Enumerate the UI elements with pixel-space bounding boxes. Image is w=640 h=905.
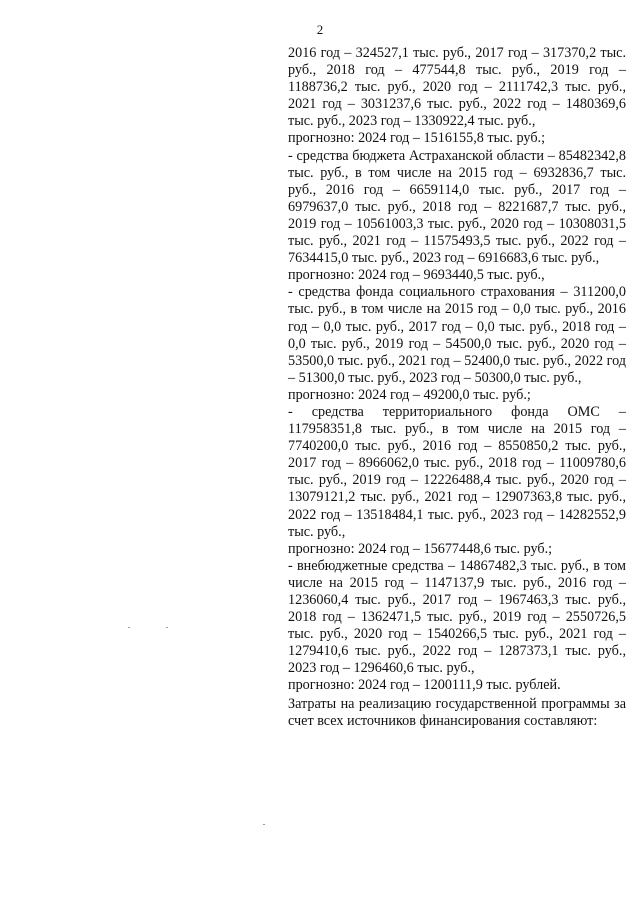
social-insurance-fund-forecast: прогнозно: 2024 год – 49200,0 тыс. руб.; [288, 386, 531, 403]
total-costs-heading: Затраты на реализацию государственной программы за счет всех источников финансирования составляют: [288, 695, 626, 729]
funding-text-column [288, 45, 626, 730]
page-number: 2 [316, 22, 324, 37]
scan-speck [166, 627, 168, 628]
extrabudgetary-funds-forecast: прогнозно: 2024 год – 1200111,9 тыс. рублей. [288, 677, 561, 694]
social-insurance-fund-paragraph: - средства фонда социального страхования – 311200,0 тыс. руб., в том числе на 2015 год – 0,0 тыс. руб., 2016 год – 0,0 тыс. руб., 2017 год – 0,0 тыс. руб., 2018 год – 0,0 тыс. руб., 2019 год – 54500,0 тыс. руб., 2020 год – 53500,0 тыс. руб., 2021 год – 52400,0 тыс. руб., 2022 год – 51300,0 тыс. руб., 2023 год – 50300,0 тыс. руб., [288, 284, 626, 386]
regional-budget-forecast: прогнозно: 2024 год – 1516155,8 тыс. руб.; [288, 130, 546, 147]
extrabudgetary-funds-paragraph: - внебюджетные средства – 14867482,3 тыс. руб., в том числе на 2015 год – 1147137,9 тыс. руб., 2016 год – 1236060,4 тыс. руб., 2017 год – 1967463,3 тыс. руб., 2018 год – 1362471,5 тыс. руб., 2019 год – 2550726,5 тыс. руб., 2020 год – 1540266,5 тыс. руб., 2021 год – 1279410,6 тыс. руб., 2022 год – 1287373,1 тыс. руб., 2023 год – 1296460,6 тыс. руб., [288, 557, 626, 677]
scan-speck [263, 824, 265, 825]
scan-speck [128, 627, 130, 628]
oms-fund-paragraph: - средства территориального фонда ОМС – 117958351,8 тыс. руб., в том числе на 2015 год – 7740200,0 тыс. руб., 2016 год – 8550850,2 тыс. руб., 2017 год – 8966062,0 тыс. руб., 2018 год – 11009780,6 тыс. руб., 2019 год – 12226488,4 тыс. руб., 2020 год – 13079121,2 тыс. руб., 2021 год – 12907363,8 тыс. руб., 2022 год – 13518484,1 тыс. руб., 2023 год – 14282552,9 тыс. руб., [288, 403, 626, 540]
oms-fund-forecast: прогнозно: 2024 год – 15677448,6 тыс. руб.; [288, 540, 553, 557]
regional-budget-years-paragraph: 2016 год – 324527,1 тыс. руб., 2017 год – 317370,2 тыс. руб., 2018 год – 477544,8 тыс. руб., 2019 год – 1188736,2 тыс. руб., 2020 год – 2111742,3 тыс. руб., 2021 год – 3031237,6 тыс. руб., 2022 год – 1480369,6 тыс. руб., 2023 год – 1330922,4 тыс. руб., [288, 45, 626, 130]
astrakhan-budget-forecast: прогнозно: 2024 год – 9693440,5 тыс. руб., [288, 267, 545, 284]
astrakhan-budget-paragraph: - средства бюджета Астраханской области – 85482342,8 тыс. руб., в том числе на 2015 год – 6932836,7 тыс. руб., 2016 год – 6659114,0 тыс. руб., 2017 год – 6979637,0 тыс. руб., 2018 год – 8221687,7 тыс. руб., 2019 год – 10561003,3 тыс. руб., 2020 год – 10308031,5 тыс. руб., 2021 год – 11575493,5 тыс. руб., 2022 год – 7634415,0 тыс. руб., 2023 год – 6916683,6 тыс. руб., [288, 147, 626, 267]
